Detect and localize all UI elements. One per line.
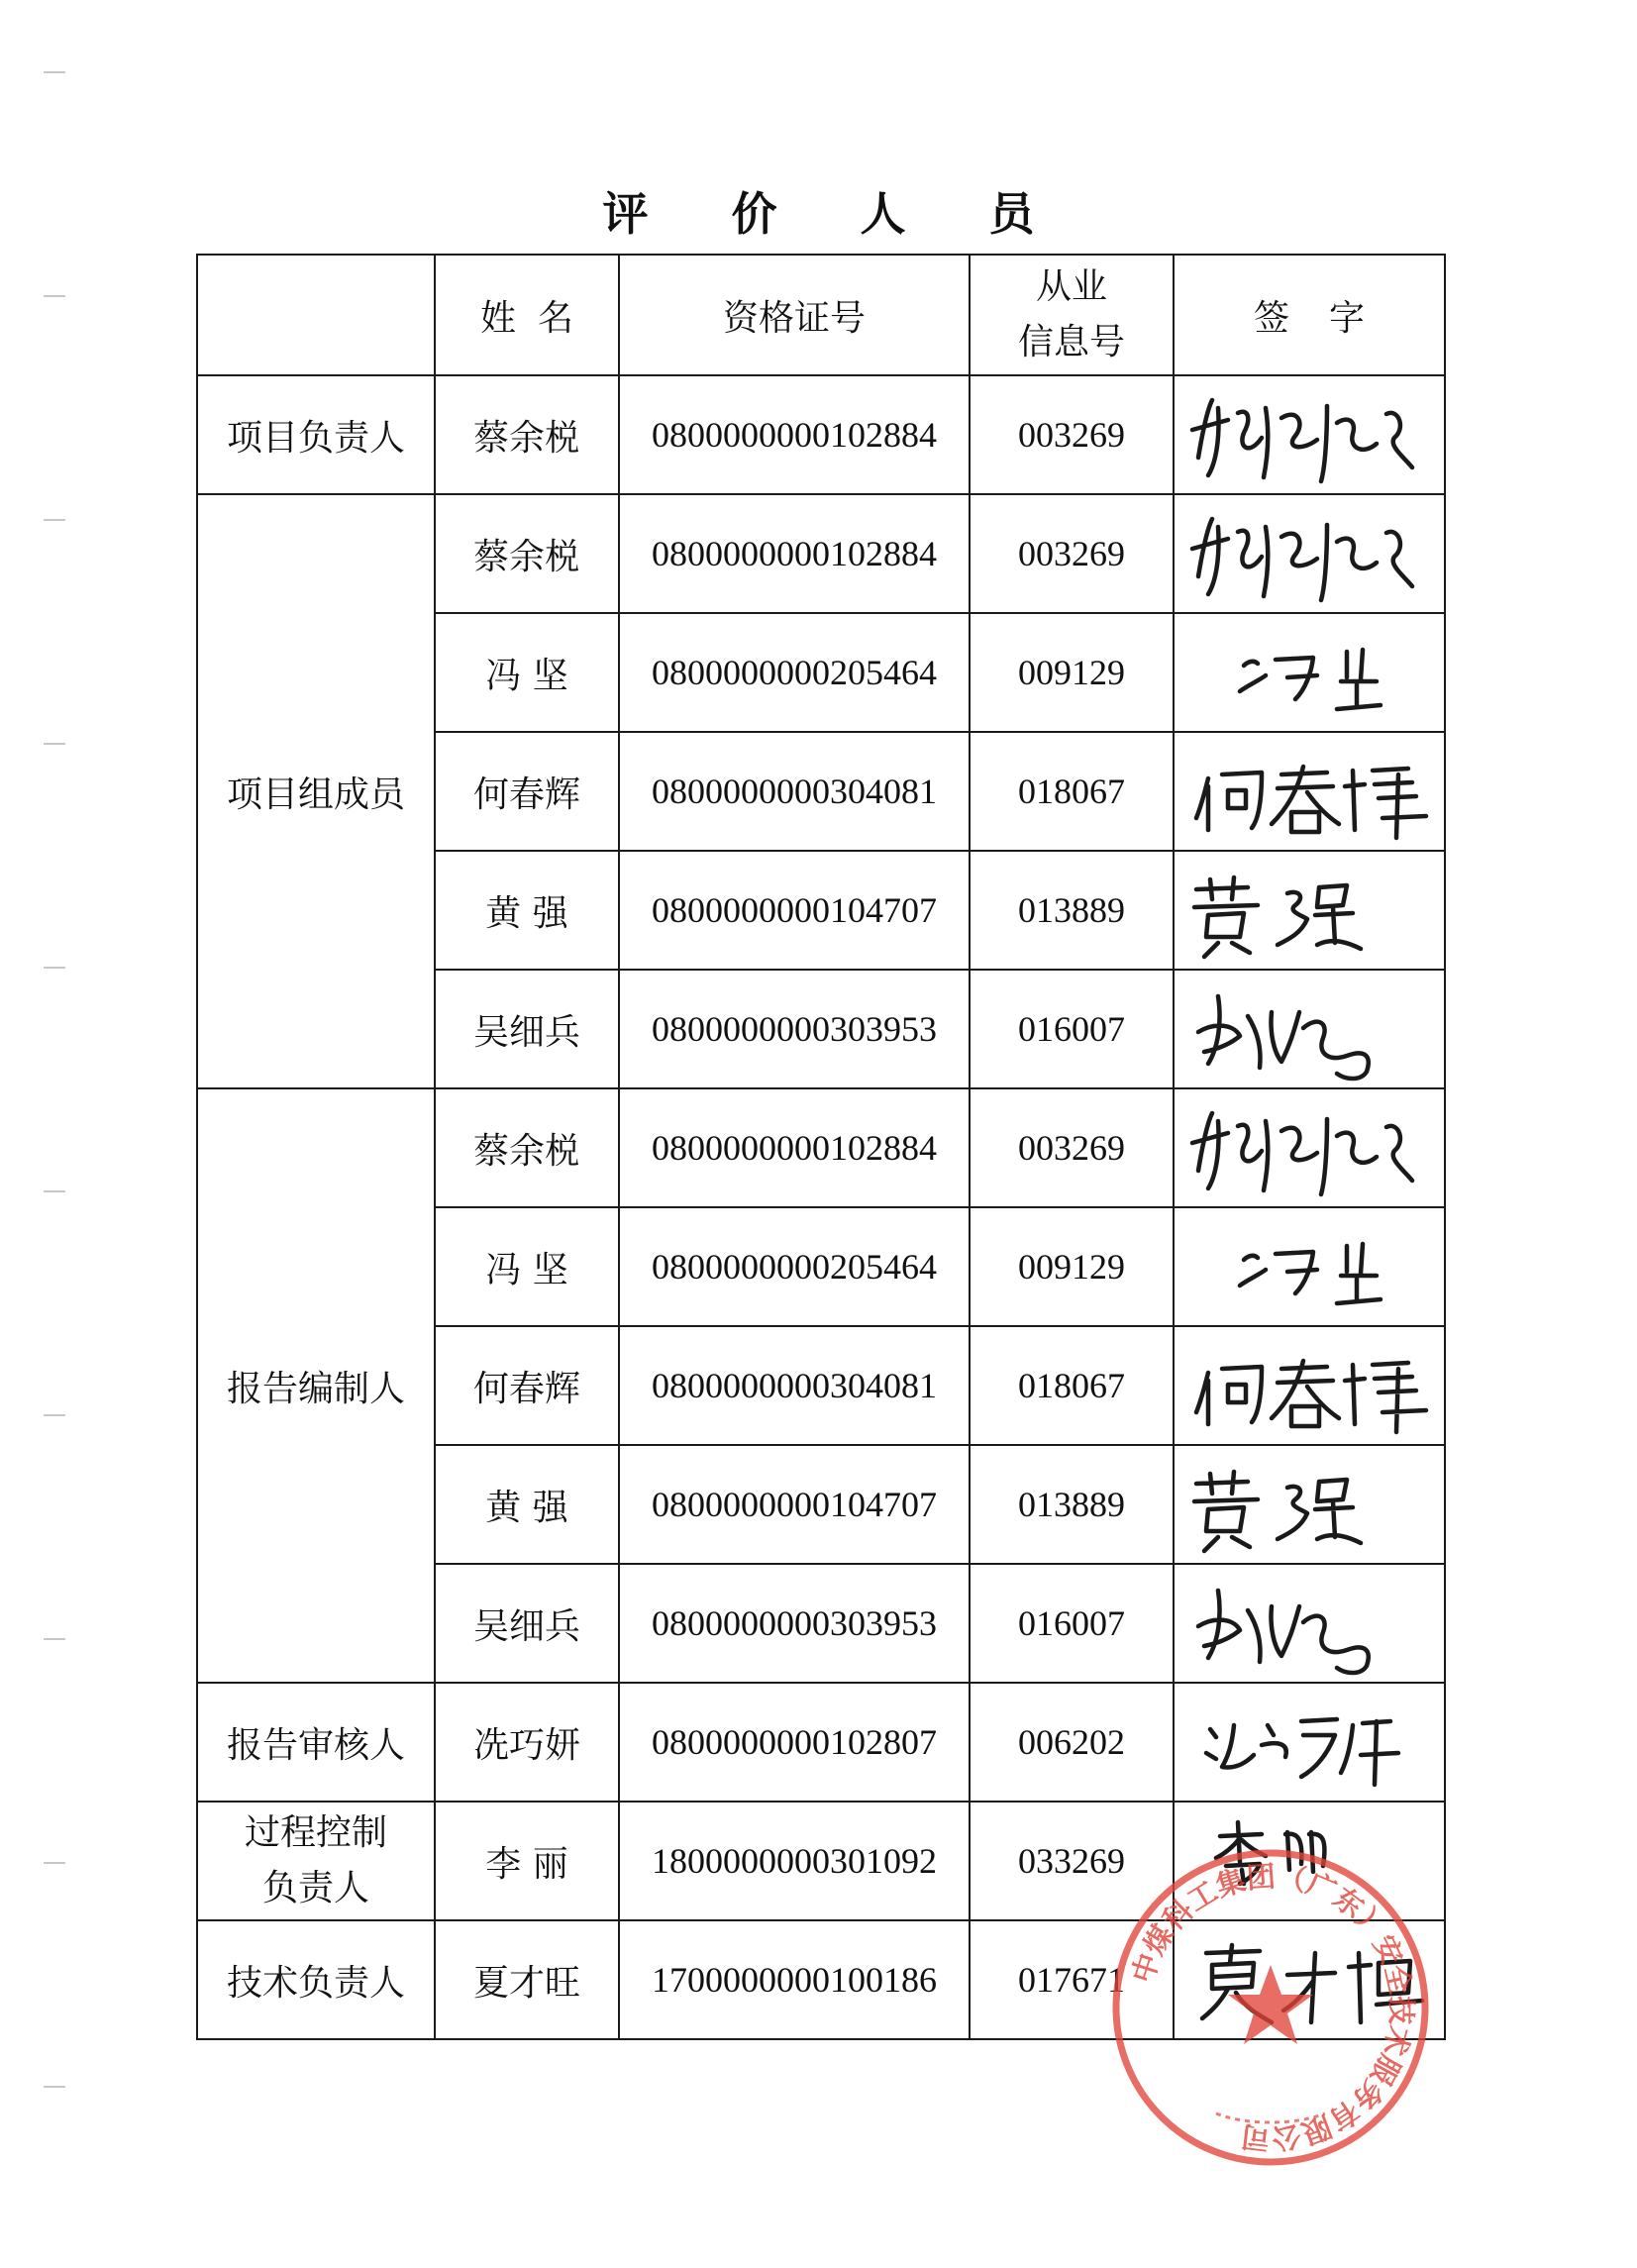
cert-no-cell: 0800000000104707	[619, 851, 970, 970]
cert-no-cell: 0800000000102807	[619, 1683, 970, 1802]
scan-mark	[44, 1414, 65, 1416]
table-row	[197, 494, 1445, 613]
cert-no-cell: 0800000000102884	[619, 1088, 970, 1207]
info-no-cell: 013889	[970, 851, 1174, 970]
role-cell: 过程控制 负责人	[197, 1802, 435, 1920]
cert-no-cell: 0800000000104707	[619, 1445, 970, 1564]
scan-mark	[44, 743, 65, 745]
info-no-cell: 006202	[970, 1683, 1174, 1802]
signature-cai	[1178, 1091, 1444, 1204]
info-no-cell: 003269	[970, 1088, 1174, 1207]
star-icon	[1228, 1965, 1313, 2044]
cert-no-cell: 0800000000102884	[619, 494, 970, 613]
role-cell: 项目负责人	[197, 375, 435, 494]
signature-feng	[1178, 616, 1444, 729]
table-header-row	[197, 255, 1445, 375]
name-cell: 冼巧妍	[435, 1683, 619, 1802]
name-cell: 冯 坚	[435, 1207, 619, 1326]
scan-mark	[44, 519, 65, 521]
cert-no-cell: 0800000000303953	[619, 1564, 970, 1683]
name-cell: 黄 强	[435, 851, 619, 970]
company-seal	[1107, 1844, 1434, 2171]
cert-no-cell: 0800000000304081	[619, 732, 970, 851]
seal-text: 中煤科工集团（广东）安全技术服务有限公司	[1125, 1859, 1419, 2156]
signature-cell	[1174, 1207, 1445, 1326]
table-row	[197, 375, 1445, 494]
info-no-cell: 018067	[970, 1326, 1174, 1445]
signature-xian	[1178, 1686, 1444, 1799]
name-cell: 黄 强	[435, 1445, 619, 1564]
cert-no-cell: 1800000000301092	[619, 1802, 970, 1920]
scan-mark	[44, 1190, 65, 1192]
name-cell: 李 丽	[435, 1802, 619, 1920]
signature-cell	[1174, 851, 1445, 970]
scan-mark	[44, 1862, 65, 1864]
header-signature: 签字	[1174, 255, 1445, 375]
info-no-cell: 016007	[970, 1564, 1174, 1683]
name-cell: 冯 坚	[435, 613, 619, 732]
info-no-cell: 009129	[970, 613, 1174, 732]
signature-cai	[1178, 497, 1444, 610]
name-cell: 何春辉	[435, 1326, 619, 1445]
header-cert-no: 资格证号	[619, 255, 970, 375]
info-no-cell: 016007	[970, 970, 1174, 1088]
scan-mark	[44, 2086, 65, 2088]
role-cell: 报告编制人	[197, 1088, 435, 1683]
evaluator-table	[196, 254, 1446, 2040]
signature-he	[1178, 735, 1444, 848]
header-info-no: 从业 信息号	[970, 255, 1174, 375]
signature-cell	[1174, 970, 1445, 1088]
signature-he	[1178, 1329, 1444, 1442]
signature-cell	[1174, 613, 1445, 732]
info-no-cell: 003269	[970, 375, 1174, 494]
cert-no-cell: 0800000000303953	[619, 970, 970, 1088]
info-no-cell: 018067	[970, 732, 1174, 851]
role-cell: 项目组成员	[197, 494, 435, 1088]
signature-cell	[1174, 1088, 1445, 1207]
info-no-cell: 017671	[970, 1920, 1174, 2039]
signature-wu	[1178, 1567, 1444, 1680]
info-no-cell: 033269	[970, 1802, 1174, 1920]
scan-mark	[44, 1638, 65, 1640]
cert-no-cell: 0800000000205464	[619, 1207, 970, 1326]
name-cell: 蔡余棁	[435, 1088, 619, 1207]
cert-no-cell: 0800000000205464	[619, 613, 970, 732]
signature-feng	[1178, 1210, 1444, 1323]
name-cell: 夏才旺	[435, 1920, 619, 2039]
name-cell: 何春辉	[435, 732, 619, 851]
signature-cell	[1174, 732, 1445, 851]
cert-no-cell: 0800000000102884	[619, 375, 970, 494]
signature-cell	[1174, 494, 1445, 613]
table-row	[197, 1683, 1445, 1802]
signature-cell	[1174, 1326, 1445, 1445]
signature-huang	[1178, 1448, 1444, 1561]
info-no-cell: 009129	[970, 1207, 1174, 1326]
scan-mark	[44, 967, 65, 969]
header-name: 姓名	[435, 255, 619, 375]
name-cell: 吴细兵	[435, 970, 619, 1088]
signature-huang	[1178, 854, 1444, 967]
header-role	[197, 255, 435, 375]
signature-cai	[1178, 378, 1444, 491]
info-no-cell: 013889	[970, 1445, 1174, 1564]
name-cell: 蔡余棁	[435, 375, 619, 494]
signature-cell	[1174, 1445, 1445, 1564]
cert-no-cell: 1700000000100186	[619, 1920, 970, 2039]
signature-wu	[1178, 973, 1444, 1085]
signature-cell	[1174, 1683, 1445, 1802]
role-cell: 技术负责人	[197, 1920, 435, 2039]
signature-cell	[1174, 375, 1445, 494]
scan-mark	[44, 71, 65, 73]
scan-mark	[44, 295, 65, 297]
info-no-cell: 003269	[970, 494, 1174, 613]
cert-no-cell: 0800000000304081	[619, 1326, 970, 1445]
name-cell: 蔡余棁	[435, 494, 619, 613]
page-title: 评 价 人 员	[602, 187, 1069, 241]
name-cell: 吴细兵	[435, 1564, 619, 1683]
signature-cell	[1174, 1564, 1445, 1683]
table-row	[197, 1088, 1445, 1207]
role-cell: 报告审核人	[197, 1683, 435, 1802]
